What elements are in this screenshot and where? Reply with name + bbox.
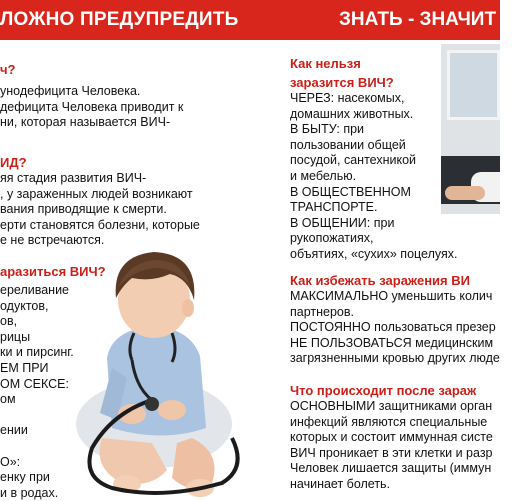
banner-title-right: ЗНАТЬ - ЗНАЧИТ Ж (339, 9, 519, 30)
right-section-after-infection (290, 383, 493, 493)
section-heading: Как избежать заражения ВИ (290, 273, 470, 288)
text-line: ЧЕРЕЗ: насекомых, (290, 91, 405, 105)
right-section-avoid-infection (290, 273, 500, 367)
text-line: В БЫТУ: при (290, 122, 365, 137)
section-heading: Что происходит после зараж (290, 383, 477, 398)
text-line: е не встречаются. (0, 233, 105, 248)
text-line: ПОСТОЯННО пользоваться презер (290, 320, 496, 335)
text-line: посудой, сантехникой (290, 153, 417, 168)
text-line: ОСНОВНЫМИ защитниками орган (290, 399, 493, 413)
section-heading: ИД? (0, 155, 27, 170)
text-line: ерти становятся болезни, которые (0, 217, 200, 232)
text-line: дефицита Человека приводит к (0, 99, 184, 114)
text-line: ом (0, 392, 16, 407)
text-line: и мебелью. (290, 168, 357, 183)
text-line: ни, которая называется ВИЧ- (0, 115, 171, 130)
text-line: В ОБЩЕНИИ: при (290, 215, 395, 230)
text-line: домашних животных. (290, 106, 414, 121)
right-section-cannot-infect (290, 56, 457, 263)
text-line: МАКСИМАЛЬНО уменьшить колич (290, 289, 493, 303)
text-line: ЕМ ПРИ (0, 360, 49, 375)
section-heading: ч? (0, 62, 16, 77)
text-line: партнеров. (290, 304, 354, 319)
text-line: вания приводящие к смерти. (0, 202, 167, 217)
text-line: ОМ СЕКСЕ: (0, 376, 69, 391)
text-line: ении (0, 423, 28, 438)
text-line: , у зараженных людей возникают (0, 186, 193, 201)
section-heading: заразится ВИЧ? (290, 75, 394, 90)
text-line: ТРАНСПОРТЕ. (290, 200, 378, 215)
child-with-stethoscope-image (72, 238, 252, 500)
text-line: В ОБЩЕСТВЕННОМ (290, 184, 411, 199)
section-heading: аразиться ВИЧ? (0, 264, 106, 279)
text-line: объятиях, «сухих» поцелуях. (290, 246, 458, 261)
text-line: загрязненными кровью других люде (290, 351, 500, 366)
text-line: унодефицита Человека. (0, 84, 141, 98)
banner-title-left: ЛОЖНО ПРЕДУПРЕДИТЬ (0, 9, 239, 30)
text-line: О»: (0, 454, 21, 469)
left-section-what-is-aids (0, 155, 200, 249)
text-line: ВИЧ проникает в эти клетки и разр (290, 445, 493, 460)
section-heading: Как нельзя (290, 56, 361, 71)
text-line: рукопожатиях, (290, 231, 374, 246)
text-line: начинает болеть. (290, 476, 391, 491)
text-line: пользовании общей (290, 137, 406, 152)
text-line: ки и пирсинг. (0, 345, 74, 360)
text-line: енку при (0, 470, 50, 485)
person-at-laptop-photo (441, 44, 500, 214)
text-line: и в родах. (0, 485, 59, 500)
text-line: которых и состоит иммунная систе (290, 430, 493, 445)
text-line: одуктов, (0, 298, 49, 313)
text-line: яя стадия развития ВИЧ- (0, 171, 147, 185)
text-line: Человек лишается защиты (иммун (290, 461, 492, 476)
text-line: инфекций являются специальные (290, 414, 488, 429)
header-banner (0, 0, 519, 40)
text-line: НЕ ПОЛЬЗОВАТЬСЯ медицинским (290, 335, 494, 350)
text-line: ов, (0, 314, 18, 329)
left-section-what-is-hiv (0, 62, 183, 131)
text-line: ереливание (0, 283, 70, 297)
text-line: рицы (0, 329, 31, 344)
